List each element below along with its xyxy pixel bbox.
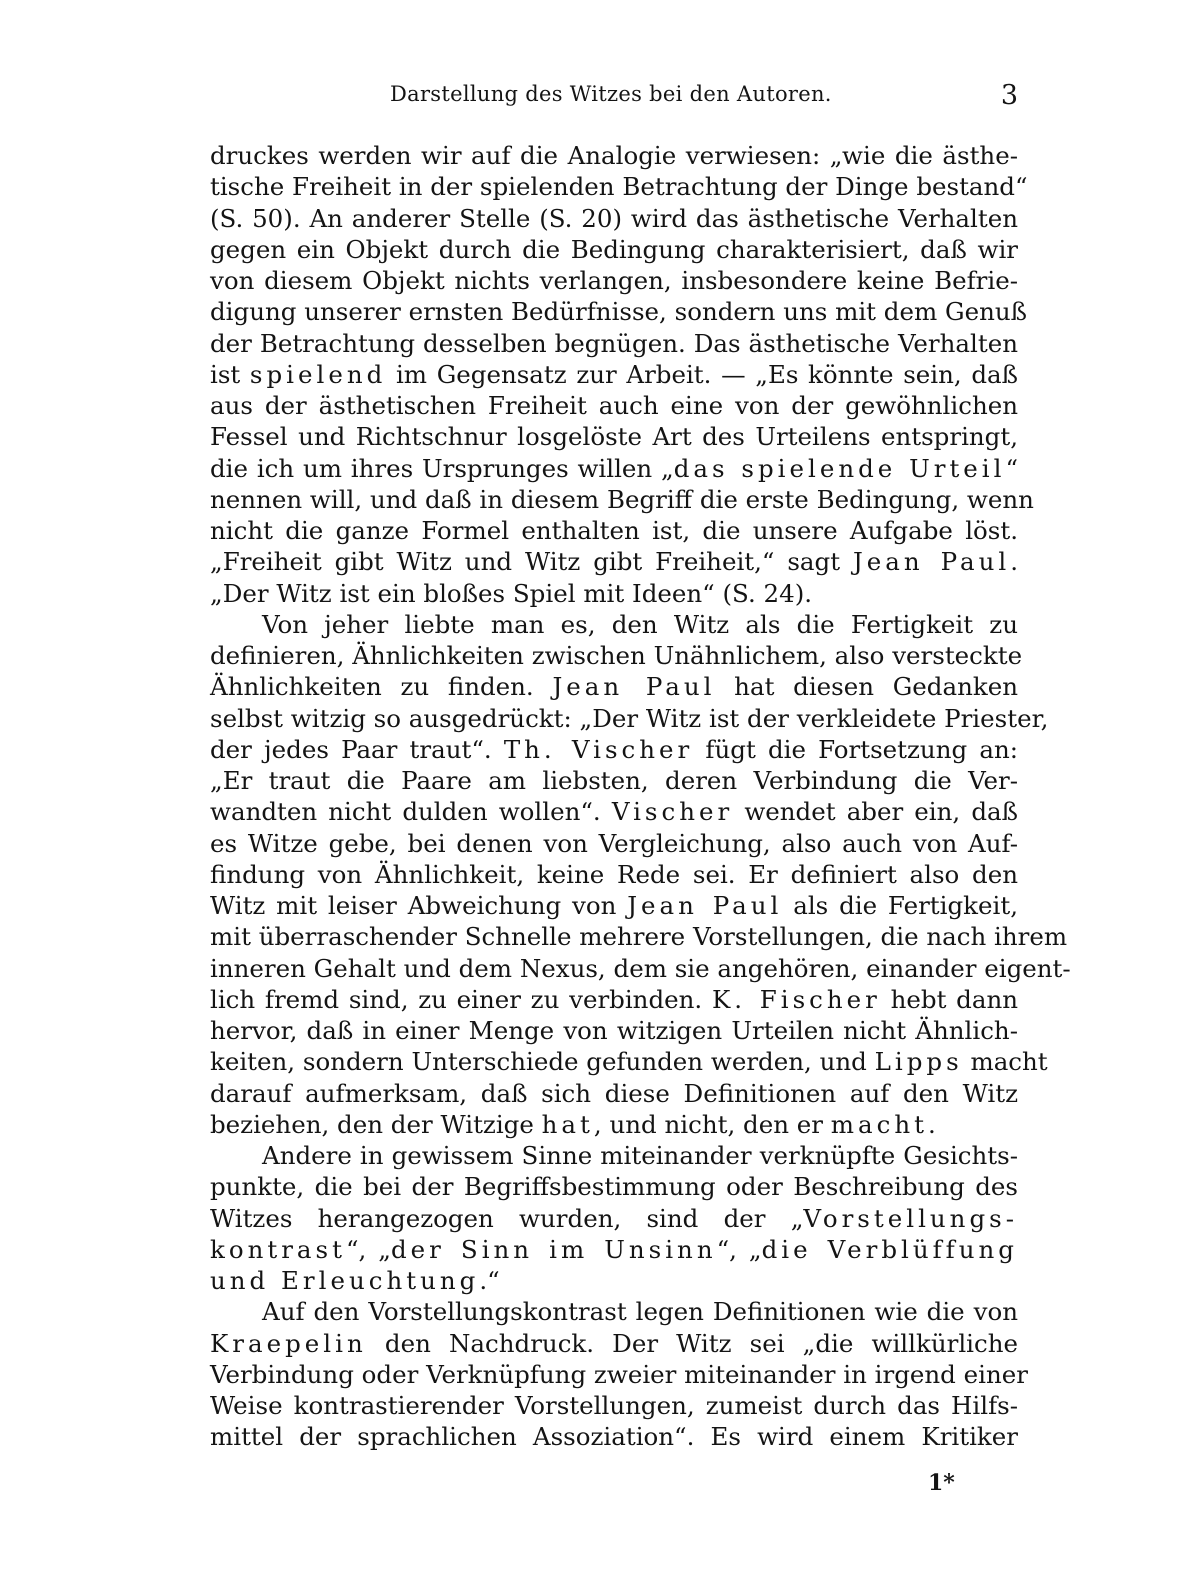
spaced-emphasis: und Erleuchtung <box>210 1266 480 1295</box>
line-segment: aus der ästhetischen Freiheit auch eine von der gewöhnlichen <box>210 391 1018 420</box>
text-line <box>210 171 1028 202</box>
line-segment: „Freiheit gibt Witz und Witz gibt Freiheit,“ sagt <box>210 547 853 577</box>
line-segment: mittel der sprachlichen Assoziation“. Es wird einem Kritiker <box>210 1422 1018 1452</box>
text-line <box>210 640 1023 671</box>
text-line <box>210 265 1018 296</box>
spaced-emphasis: Vischer <box>611 797 734 827</box>
text-line <box>210 1078 1018 1109</box>
line-segment: der jedes Paar traut“. <box>210 734 504 764</box>
text-line <box>210 1234 1018 1265</box>
text-line <box>210 1421 1018 1452</box>
line-segment: „Er traut die Paare am liebsten, deren Verbindung die Ver- <box>210 766 1018 795</box>
spaced-emphasis: spielend <box>249 359 387 389</box>
text-line <box>210 1359 1028 1390</box>
text-line <box>210 1140 1018 1171</box>
line-segment: , und nicht, den er <box>593 1109 831 1139</box>
line-segment: definieren, Ähnlichkeiten zwischen Unähnlichem, also versteckte <box>210 641 1023 670</box>
spaced-emphasis: Jean Paul <box>552 672 716 702</box>
text-line <box>210 890 1018 921</box>
text-line <box>210 671 1018 702</box>
spaced-emphasis: K. Fischer <box>711 984 881 1014</box>
spaced-emphasis: die Verblüffung <box>761 1234 1018 1264</box>
line-segment: von diesem Objekt nichts verlangen, insbesondere keine Befrie- <box>210 266 1018 295</box>
running-head: Darstellung des Witzes bei den Autoren. <box>390 82 832 106</box>
line-segment: Ähnlichkeiten zu finden. <box>210 672 553 702</box>
line-segment: . <box>1010 547 1018 577</box>
line-segment: punkte, die bei der Begriffsbestimmung oder Beschreibung des <box>210 1172 1018 1202</box>
spaced-emphasis: Th. Vischer <box>503 734 694 764</box>
spaced-emphasis: Kraepelin <box>210 1328 367 1358</box>
line-segment: hat diesen Gedanken <box>715 672 1018 702</box>
spaced-emphasis: Jean Paul <box>852 547 1011 577</box>
text-line <box>210 859 1018 890</box>
spaced-emphasis: das spielende Urteil <box>673 453 1006 483</box>
line-segment: inneren Gehalt und dem Nexus, dem sie angehören, einander eigent- <box>210 953 1071 983</box>
text-line <box>210 296 1028 327</box>
spaced-emphasis: macht <box>830 1109 928 1139</box>
line-segment: es Witze gebe, bei denen von Vergleichung, also auch von Auf- <box>210 828 1018 858</box>
text-line <box>210 921 1068 952</box>
line-segment: beziehen, den der Witzige <box>210 1109 542 1139</box>
text-line <box>210 984 1018 1015</box>
line-segment: Auf den Vorstellungskontrast legen Definitionen wie die von <box>262 1297 1018 1327</box>
text-line <box>210 390 1018 421</box>
spaced-emphasis: Jean Paul <box>627 891 783 920</box>
text-line <box>210 1171 1018 1202</box>
line-segment: fügt die Fortsetzung an: <box>693 734 1018 764</box>
line-segment: macht <box>962 1047 1048 1077</box>
line-segment: als die Fertigkeit, <box>782 891 1018 920</box>
spaced-emphasis: Lipps <box>874 1047 963 1077</box>
line-segment: der Betrachtung desselben begnügen. Das ästhetische Verhalten <box>210 328 1018 358</box>
line-segment: Weise kontrastierender Vorstellungen, zumeist durch das Hilfs- <box>210 1391 1018 1420</box>
text-line <box>210 1015 1018 1046</box>
line-segment: tische Freiheit in der spielenden Betrachtung der Dinge bestand“ <box>210 172 1028 202</box>
line-segment: “ <box>1005 453 1018 483</box>
text-line <box>210 421 1018 452</box>
line-segment: den Nachdruck. Der Witz sei „die willkürliche <box>366 1328 1018 1358</box>
line-segment: findung von Ähnlichkeit, keine Rede sei. Er definiert also den <box>210 859 1018 889</box>
text-line <box>210 609 1018 640</box>
line-segment: die ich um ihres Ursprunges willen „ <box>210 453 674 483</box>
text-line <box>210 828 1018 859</box>
page-header <box>210 82 1020 118</box>
line-segment: im Gegensatz zur Arbeit. — „Es könnte sein, daß <box>386 359 1019 389</box>
text-line <box>210 328 1018 359</box>
spaced-emphasis: kontrast <box>210 1234 346 1264</box>
line-segment: selbst witzig so ausgedrückt: „Der Witz ist der verkleidete Priester, <box>210 703 1049 733</box>
line-segment: digung unserer ernsten Bedürfnisse, sondern uns mit dem Genuß <box>210 297 1028 327</box>
text-line <box>210 234 1018 265</box>
spaced-emphasis: der Sinn im Unsinn <box>391 1234 717 1264</box>
line-segment: Witz mit leiser Abweichung von <box>210 891 628 920</box>
line-segment: „Der Witz ist ein bloßes Spiel mit Ideen“ (S. 24). <box>210 578 813 608</box>
line-segment: druckes werden wir auf die Analogie verwiesen: „wie die ästhe- <box>210 141 1018 170</box>
text-line <box>210 1109 1018 1140</box>
text-line <box>210 140 1018 171</box>
text-line <box>210 515 1018 546</box>
page-number: 3 <box>1000 80 1018 111</box>
line-segment: Witzes herangezogen wurden, sind der „ <box>210 1203 804 1233</box>
text-line <box>210 796 1018 827</box>
text-line <box>210 453 1018 484</box>
line-segment: darauf aufmerksam, daß sich diese Definitionen auf den Witz <box>210 1078 1018 1108</box>
line-segment: nennen will, und daß in diesem Begriff die erste Bedingung, wenn <box>210 484 1034 514</box>
line-segment: “, „ <box>345 1234 391 1264</box>
line-segment: hebt dann <box>880 984 1019 1014</box>
text-line <box>210 765 1018 796</box>
line-segment: hervor, daß in einer Menge von witzigen Urteilen nicht Ähnlich- <box>210 1016 1018 1045</box>
line-segment: (S. 50). An anderer Stelle (S. 20) wird das ästhetische Verhalten <box>210 203 1018 233</box>
line-segment: Andere in gewissem Sinne miteinander verknüpfte Gesichts- <box>262 1141 1018 1170</box>
text-line <box>210 546 1018 577</box>
text-line <box>210 1046 1048 1077</box>
text-line <box>210 578 1018 609</box>
body-text <box>210 140 1071 1453</box>
text-line <box>210 953 1071 984</box>
line-segment: . <box>927 1109 936 1139</box>
text-line <box>210 734 1018 765</box>
line-segment: nicht die ganze Formel enthalten ist, die unsere Aufgabe löst. <box>210 516 1018 545</box>
line-segment: ist <box>210 359 250 389</box>
text-line <box>210 203 1018 234</box>
line-segment: mit überraschender Schnelle mehrere Vorstellungen, die nach ihrem <box>210 922 1068 952</box>
text-line <box>210 1328 1018 1359</box>
line-segment: “, „ <box>716 1234 762 1264</box>
line-segment: gegen ein Objekt durch die Bedingung charakterisiert, daß wir <box>210 234 1018 264</box>
signature-mark: 1* <box>928 1470 955 1496</box>
text-line <box>210 1203 1018 1234</box>
text-line <box>210 1296 1018 1327</box>
line-segment: wandten nicht dulden wollen“. <box>210 797 612 827</box>
line-segment: Von jeher liebte man es, den Witz als die Fertigkeit zu <box>262 609 1018 639</box>
line-segment: .“ <box>479 1266 500 1295</box>
text-line <box>210 484 1034 515</box>
line-segment: Verbindung oder Verknüpfung zweier miteinander in irgend einer <box>210 1359 1028 1389</box>
line-segment: Fessel und Richtschnur losgelöste Art des Urteilens entspringt, <box>210 422 1018 452</box>
text-line <box>210 1390 1018 1421</box>
spaced-emphasis: hat <box>541 1109 594 1139</box>
text-line <box>210 359 1018 390</box>
text-line <box>210 1265 1018 1296</box>
line-segment: keiten, sondern Unterschiede gefunden werden, und <box>210 1047 875 1077</box>
text-line <box>210 703 1049 734</box>
spaced-emphasis: Vorstellungs- <box>803 1203 1018 1233</box>
line-segment: lich fremd sind, zu einer zu verbinden. <box>210 984 712 1014</box>
line-segment: wendet aber ein, daß <box>733 797 1018 827</box>
